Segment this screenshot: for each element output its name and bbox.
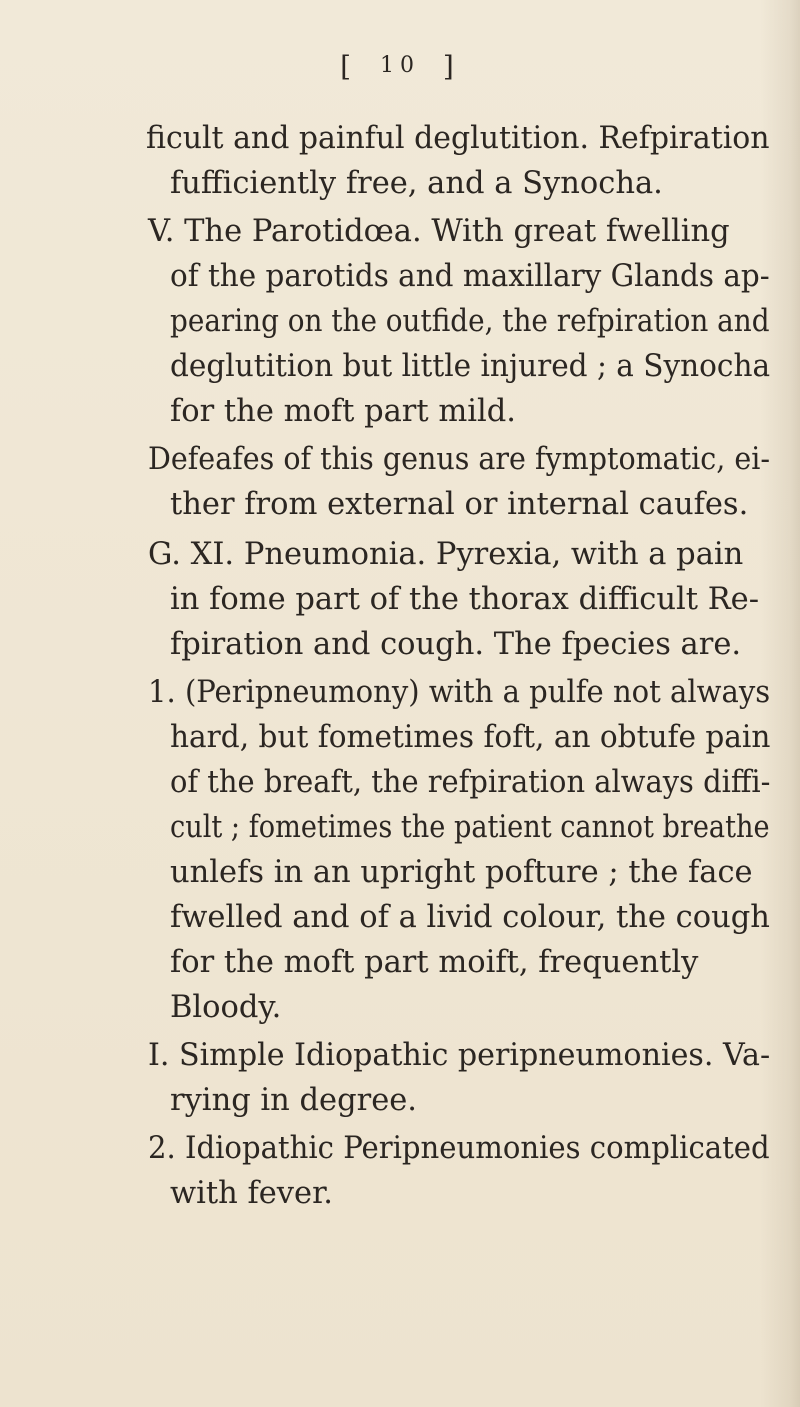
text-line: Bloody. [170, 990, 282, 1025]
text-line: deglutition but little injured ; a Synocha [170, 349, 771, 384]
text-line: V. The Parotidœa. With great fwelling [148, 214, 730, 249]
text-line: for the moft part mild. [170, 394, 516, 429]
text-line: for the moft part moift, frequently [170, 945, 699, 980]
text-line: of the breaft, the refpiration always diffi- [170, 765, 771, 800]
text-line: in fome part of the thorax difficult Re- [170, 582, 760, 617]
text-line: I. Simple Idiopathic peripneumonies. Va- [148, 1038, 771, 1073]
text-line: of the parotids and maxillary Glands ap- [170, 259, 770, 294]
header-bracket-close: ] [442, 50, 460, 83]
page-number-header [0, 50, 800, 83]
text-line: 2. Idiopathic Peripneumonies complicated [148, 1131, 770, 1166]
text-line: 1. (Peripneumony) with a pulfe not always [148, 675, 771, 710]
text-line: pearing on the outfide, the refpiration and [170, 304, 770, 339]
text-line: Defeafes of this genus are fymptomatic, ei- [148, 442, 771, 477]
text-line: ficult and painful deglutition. Refpiration [146, 121, 770, 156]
text-line: rying in degree. [170, 1083, 417, 1118]
text-line: unlefs in an upright pofture ; the face [170, 855, 753, 890]
text-line: fwelled and of a livid colour, the cough [170, 900, 770, 935]
page-number: 10 [380, 53, 420, 78]
text-line: with fever. [170, 1176, 333, 1211]
header-bracket-open: [ [340, 50, 358, 83]
text-line: hard, but fometimes foft, an obtufe pain [170, 720, 771, 755]
text-line: G. XI. Pneumonia. Pyrexia, with a pain [148, 537, 744, 572]
text-line: fufficiently free, and a Synocha. [170, 166, 663, 201]
text-line: ther from external or internal caufes. [170, 487, 749, 522]
text-line: cult ; fometimes the patient cannot breathe [170, 810, 770, 845]
text-line: fpiration and cough. The fpecies are. [170, 627, 742, 662]
